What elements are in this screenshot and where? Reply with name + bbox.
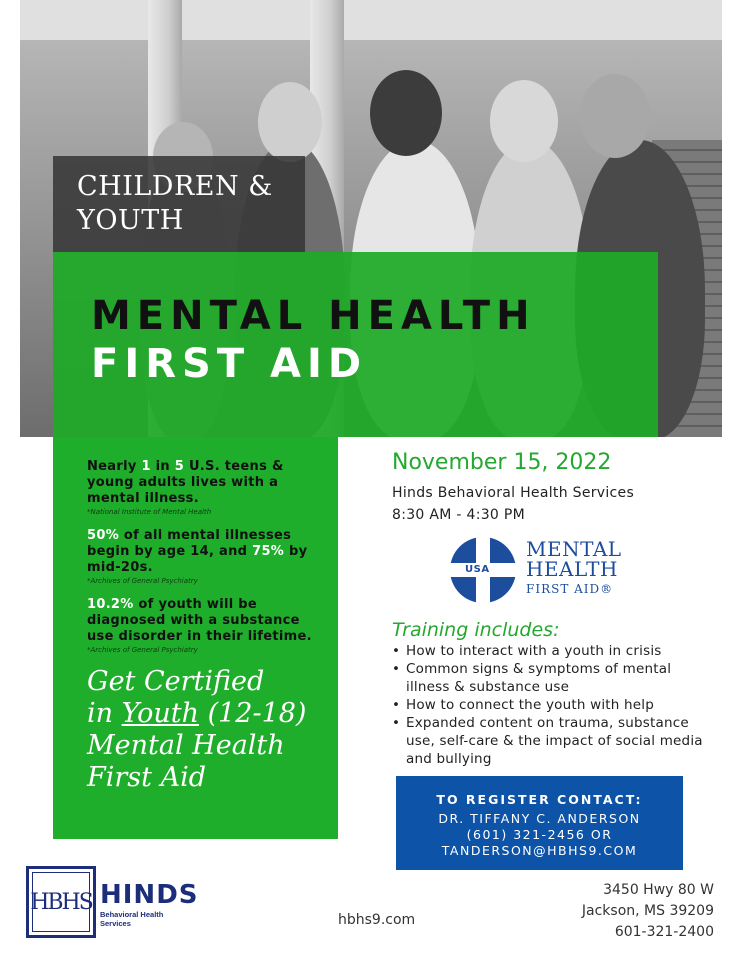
mhfa-word-2: HEALTH — [526, 557, 618, 581]
title-banner — [53, 252, 658, 437]
cta-underlined: Youth — [121, 698, 199, 729]
stat-text: Nearly — [87, 459, 142, 474]
register-name: DR. TIFFANY C. ANDERSON — [438, 811, 641, 826]
stat-text: in — [150, 459, 175, 474]
register-email[interactable]: TANDERSON@HBHS9.COM — [441, 843, 638, 858]
training-item-text: How to interact with a youth in crisis — [406, 643, 662, 659]
stat-item — [87, 528, 318, 585]
address-block — [582, 880, 714, 943]
training-item-text: Common signs & symptoms of mental illness & substance use — [406, 661, 672, 695]
mhfa-logo — [450, 535, 650, 605]
cta-text: in — [87, 698, 122, 729]
stat-text: of all mental illnesses begin by age 14, and — [87, 528, 292, 559]
bullet-icon: • — [392, 643, 401, 659]
address-line-2: Jackson, MS 39209 — [581, 903, 714, 919]
register-box — [396, 776, 683, 870]
stat-item — [87, 459, 318, 516]
address-line-1: 3450 Hwy 80 W — [603, 882, 714, 898]
hbhs-logo — [26, 866, 199, 938]
mhfa-badge: USA — [465, 564, 490, 575]
stat-source: *Archives of General Psychiatry — [87, 646, 198, 654]
cta-text: (12-18) — [198, 698, 307, 729]
cta-line-1: Get Certified — [87, 666, 265, 697]
mhfa-word-3: FIRST AID® — [526, 582, 614, 596]
cta-line-4: First Aid — [87, 762, 206, 793]
child-head — [490, 80, 558, 162]
event-time: 8:30 AM - 4:30 PM — [392, 507, 526, 523]
stat-highlight: 50% — [87, 528, 120, 543]
title-line-2: FIRST AID — [91, 341, 368, 387]
audience-line-1: CHILDREN & — [77, 171, 273, 202]
hbhs-logo-mark — [26, 866, 96, 938]
stat-text: of youth will be diagnosed with a substance use disorder in their lifetime. — [87, 597, 312, 644]
bullet-icon: • — [392, 661, 401, 677]
stat-highlight: 5 — [174, 459, 185, 474]
stat-source: *Archives of General Psychiatry — [87, 577, 198, 585]
stat-item — [87, 597, 318, 654]
mhfa-word-1: MENTAL — [526, 537, 622, 561]
hbhs-mark-text: HBHS — [32, 872, 90, 932]
title-line-1: MENTAL HEALTH — [91, 293, 536, 339]
audience-label — [53, 156, 305, 252]
training-item — [392, 660, 717, 696]
stats-panel — [53, 437, 338, 839]
child-head — [258, 82, 322, 162]
website-link[interactable]: hbhs9.com — [338, 912, 416, 928]
hbhs-name: HINDS — [100, 880, 199, 910]
hbhs-subtitle: Behavioral Health Services — [100, 910, 164, 928]
stat-highlight: 10.2% — [87, 597, 134, 612]
stat-highlight: 75% — [252, 544, 285, 559]
training-heading: Training includes: — [392, 619, 560, 641]
bullet-icon: • — [392, 715, 401, 731]
stat-highlight: 1 — [141, 459, 151, 474]
stat-text: by mid-20s. — [87, 544, 308, 575]
register-heading: TO REGISTER CONTACT: — [436, 792, 643, 807]
event-organization: Hinds Behavioral Health Services — [392, 485, 635, 501]
stat-text: U.S. teens & young adults lives with a mental illness. — [87, 459, 284, 506]
training-item — [392, 714, 717, 768]
cta-line-3: Mental Health — [87, 730, 285, 761]
porch-roof — [20, 0, 722, 40]
event-date: November 15, 2022 — [392, 450, 612, 475]
child-head — [580, 74, 650, 158]
stat-source: *National Institute of Mental Health — [87, 508, 212, 516]
training-item-text: Expanded content on trauma, substance use, self-care & the impact of social media and bullying — [406, 715, 703, 767]
certification-callout — [87, 666, 318, 794]
training-item — [392, 642, 717, 660]
child-head — [370, 70, 442, 156]
audience-line-2: YOUTH — [77, 205, 184, 236]
bullet-icon: • — [392, 697, 401, 713]
register-phone[interactable]: (601) 321-2456 OR — [466, 827, 613, 842]
training-item-text: How to connect the youth with help — [406, 697, 655, 713]
training-list — [392, 642, 717, 768]
training-item — [392, 696, 717, 714]
contact-phone[interactable]: 601-321-2400 — [614, 924, 714, 940]
cta-line-2 — [87, 698, 318, 730]
